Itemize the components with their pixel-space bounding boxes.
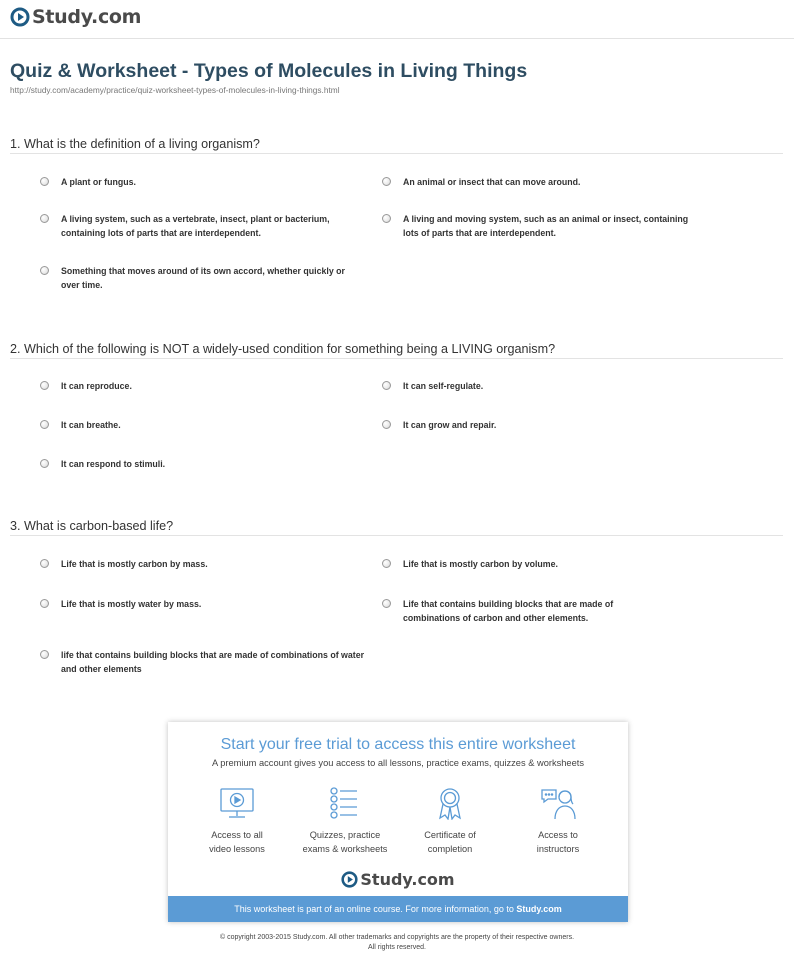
radio-button[interactable] (40, 459, 49, 468)
question-2 (10, 341, 783, 359)
page-url[interactable]: http://study.com/academy/practice/quiz-worksheet-types-of-molecules-in-living-things.html (10, 85, 340, 95)
radio-button[interactable] (40, 381, 49, 390)
option-text: Life that is mostly carbon by volume. (403, 559, 558, 569)
answer-option[interactable] (382, 558, 692, 572)
option-text: Something that moves around of its own accord, whether quickly or over time. (61, 266, 345, 290)
answer-option[interactable] (40, 649, 380, 676)
course-info-text: This worksheet is part of an online course. For more information, go to (234, 904, 514, 914)
option-text: Life that is mostly water by mass. (61, 599, 202, 609)
option-text: Life that is mostly carbon by mass. (61, 559, 208, 569)
radio-button[interactable] (40, 599, 49, 608)
option-text: Life that contains building blocks that are made of combinations of carbon and other elements. (403, 599, 614, 623)
feature-label: Quizzes, practice exams & worksheets (302, 830, 388, 854)
answer-option[interactable] (40, 176, 350, 190)
option-text: life that contains building blocks that are made of combinations of water and other elements (61, 650, 365, 674)
radio-button[interactable] (40, 420, 49, 429)
option-text: It can grow and repair. (403, 420, 497, 430)
page-title: Quiz & Worksheet - Types of Molecules in Living Things (10, 60, 528, 82)
answer-option[interactable] (40, 458, 350, 472)
copyright-text: © copyright 2003-2015 Study.com. All other trademarks and copyrights are the property of their respective owners. (219, 934, 575, 941)
answer-option[interactable] (382, 213, 702, 240)
quiz-list-icon (325, 786, 365, 820)
footer (0, 933, 794, 953)
radio-button[interactable] (40, 266, 49, 275)
feature-label: Certificate of completion (424, 830, 476, 854)
radio-button[interactable] (382, 599, 391, 608)
radio-button[interactable] (40, 177, 49, 186)
question-1 (10, 136, 783, 154)
answer-option[interactable] (382, 419, 692, 433)
logo-text: Study.com (360, 870, 455, 889)
feature-label: Access to instructors (536, 830, 580, 854)
option-text: It can breathe. (61, 420, 121, 430)
answer-option[interactable] (40, 419, 350, 433)
question-3 (10, 518, 783, 536)
answer-option[interactable] (40, 598, 350, 612)
question-text: 2. Which of the following is NOT a widely-used condition for something being a LIVING organism? (10, 341, 783, 359)
answer-option[interactable] (382, 380, 692, 394)
free-trial-promo (168, 722, 628, 922)
option-text: A living and moving system, such as an animal or insect, containing lots of parts that are interdependent. (403, 214, 689, 238)
answer-option[interactable] (40, 265, 350, 292)
feature-quizzes (290, 786, 400, 856)
instructor-icon (538, 786, 578, 820)
feature-video-lessons (182, 786, 292, 856)
option-text: It can self-regulate. (403, 381, 484, 391)
promo-heading[interactable]: Start your free trial to access this entire worksheet (220, 736, 576, 753)
feature-certificate (395, 786, 505, 856)
promo-study-logo[interactable] (168, 870, 628, 889)
top-bar (0, 0, 794, 39)
feature-label: Access to all video lessons (209, 830, 265, 854)
question-text: 3. What is carbon-based life? (10, 518, 783, 536)
course-info-bar (168, 896, 628, 922)
video-lesson-icon (217, 786, 257, 820)
study-logo[interactable] (10, 6, 141, 28)
option-text: It can reproduce. (61, 381, 132, 391)
option-text: A living system, such as a vertebrate, insect, plant or bacterium, containing lots of parts that are interdependent. (61, 214, 330, 238)
option-text: A plant or fungus. (61, 177, 136, 187)
answer-option[interactable] (382, 598, 672, 625)
radio-button[interactable] (382, 420, 391, 429)
option-text: It can respond to stimuli. (61, 459, 166, 469)
feature-instructors (503, 786, 613, 856)
radio-button[interactable] (40, 214, 49, 223)
promo-subheading: A premium account gives you access to all lessons, practice exams, quizzes & worksheets (211, 758, 585, 768)
radio-button[interactable] (40, 559, 49, 568)
rights-text: All rights reserved. (368, 944, 426, 951)
play-circle-icon (341, 871, 358, 888)
study-link[interactable]: Study.com (516, 904, 562, 914)
radio-button[interactable] (382, 177, 391, 186)
radio-button[interactable] (382, 559, 391, 568)
radio-button[interactable] (382, 381, 391, 390)
answer-option[interactable] (382, 176, 692, 190)
play-circle-icon (10, 7, 30, 27)
radio-button[interactable] (40, 650, 49, 659)
certificate-icon (430, 786, 470, 820)
answer-option[interactable] (40, 380, 350, 394)
question-text: 1. What is the definition of a living organism? (10, 136, 783, 154)
option-text: An animal or insect that can move around. (403, 177, 581, 187)
logo-text: Study.com (32, 6, 142, 28)
answer-option[interactable] (40, 558, 350, 572)
answer-option[interactable] (40, 213, 370, 240)
radio-button[interactable] (382, 214, 391, 223)
